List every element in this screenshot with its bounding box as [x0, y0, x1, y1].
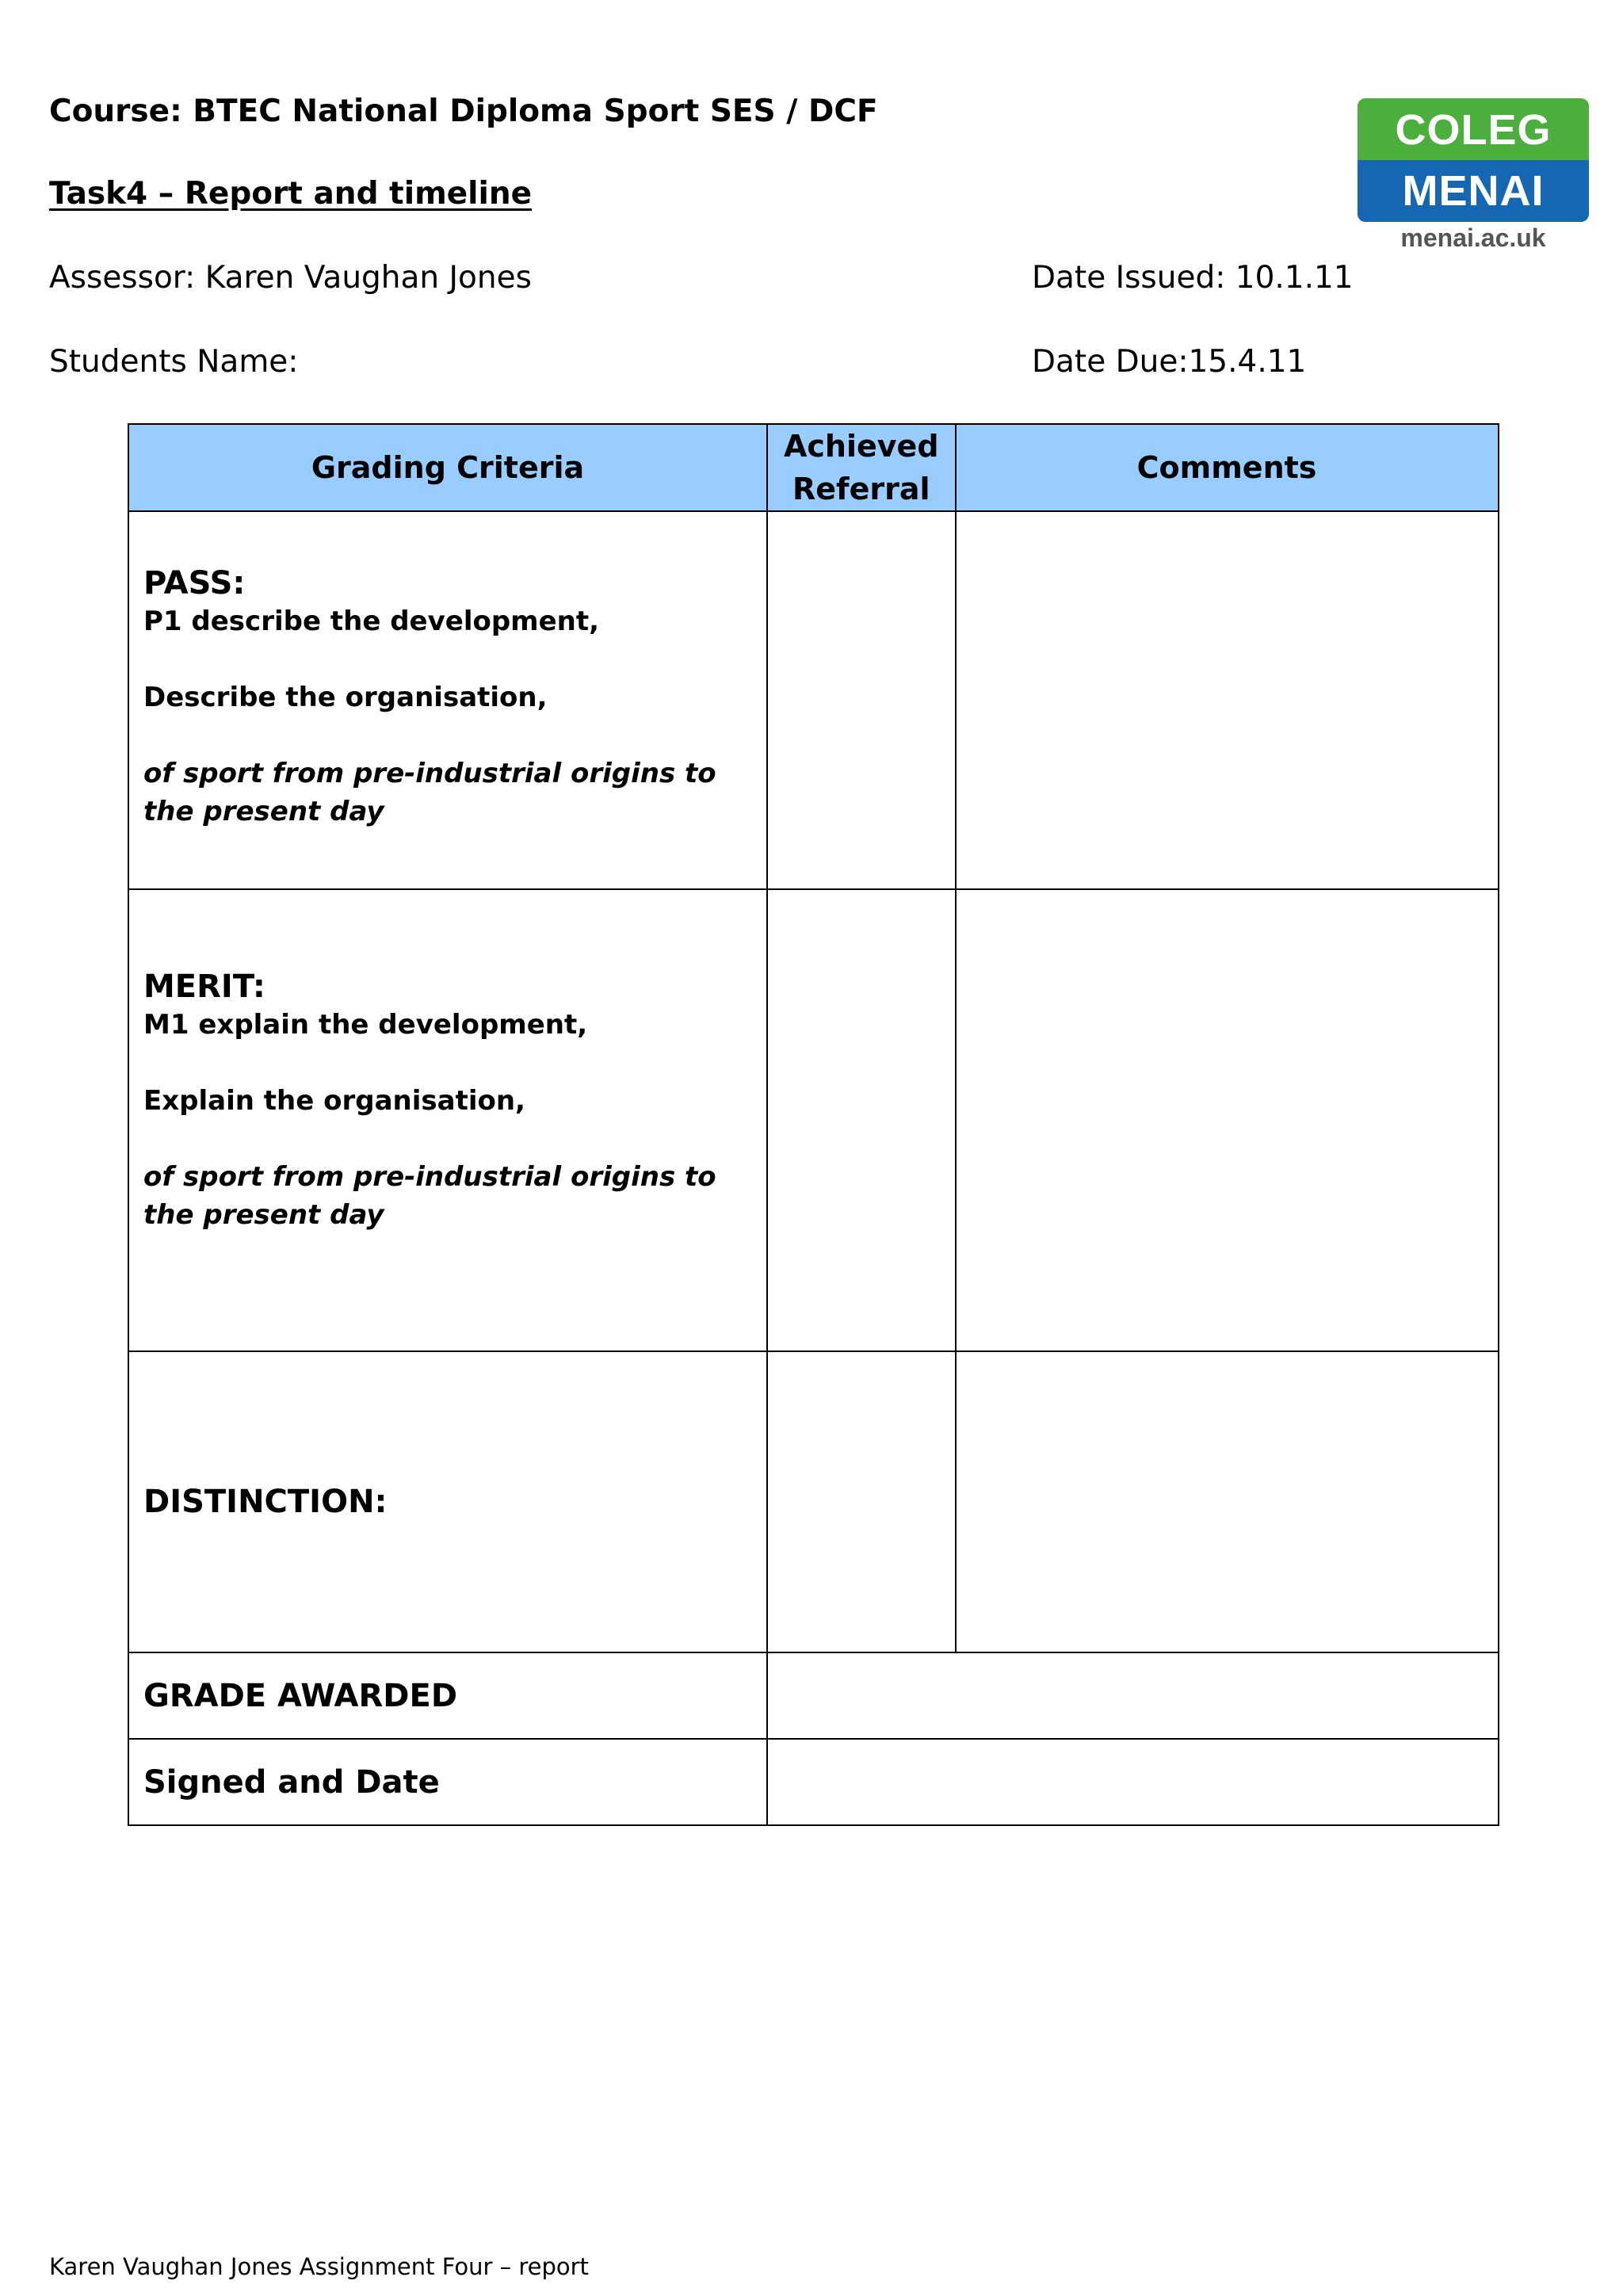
merit-achieved-cell[interactable] — [767, 889, 956, 1351]
assessor: Assessor: Karen Vaughan Jones — [49, 260, 532, 296]
grade-awarded-label: GRADE AWARDED — [143, 1677, 458, 1714]
merit-row — [128, 889, 1499, 1351]
pass-line2: Describe the organisation, — [143, 682, 548, 713]
pass-comments-cell[interactable] — [956, 511, 1499, 889]
merit-line2: Explain the organisation, — [143, 1085, 525, 1117]
merit-label: MERIT: — [143, 968, 265, 1005]
grade-awarded-label-cell — [128, 1652, 767, 1739]
date-issued: Date Issued: 10.1.11 — [1032, 260, 1354, 296]
pass-label: PASS: — [143, 565, 246, 602]
date-due: Date Due:15.4.11 — [1032, 344, 1307, 380]
distinction-comments-cell[interactable] — [956, 1351, 1499, 1652]
pass-line3: of sport from pre-industrial origins to the present day — [143, 758, 716, 827]
achieved-referral-label: Achieved Referral — [784, 429, 939, 506]
merit-line1: M1 explain the development, — [143, 1009, 588, 1041]
signed-date-label-cell — [128, 1739, 767, 1825]
merit-comments-cell[interactable] — [956, 889, 1499, 1351]
distinction-row — [128, 1351, 1499, 1652]
page-footer: Karen Vaughan Jones Assignment Four – report — [49, 2253, 589, 2280]
pass-achieved-cell[interactable] — [767, 511, 956, 889]
grade-awarded-value-cell[interactable] — [767, 1652, 1499, 1739]
distinction-label: DISTINCTION: — [143, 1484, 388, 1520]
logo-coleg: COLEG — [1358, 98, 1589, 160]
coleg-menai-logo — [1358, 98, 1589, 253]
distinction-criteria-cell — [128, 1351, 767, 1652]
task-title: Task4 – Report and timeline — [49, 176, 533, 212]
grade-awarded-row — [128, 1652, 1499, 1739]
signed-date-value-cell[interactable] — [767, 1739, 1499, 1825]
course-title: Course: BTEC National Diploma Sport SES / DCF — [49, 94, 878, 129]
grading-table — [128, 423, 1499, 1826]
distinction-achieved-cell[interactable] — [767, 1351, 956, 1652]
pass-row — [128, 511, 1499, 889]
students-name: Students Name: — [49, 344, 299, 380]
logo-url: menai.ac.uk — [1400, 223, 1546, 252]
merit-criteria-cell — [128, 889, 767, 1351]
signed-date-label: Signed and Date — [143, 1763, 440, 1801]
col-grading-criteria: Grading Criteria — [128, 424, 767, 511]
pass-line1: P1 describe the development, — [143, 606, 600, 637]
col-comments: Comments — [956, 424, 1499, 511]
signed-date-row — [128, 1739, 1499, 1825]
logo-menai: MENAI — [1358, 160, 1589, 222]
col-achieved-referral — [767, 424, 956, 511]
pass-criteria-cell — [128, 511, 767, 889]
merit-line3: of sport from pre-industrial origins to the present day — [143, 1161, 716, 1231]
